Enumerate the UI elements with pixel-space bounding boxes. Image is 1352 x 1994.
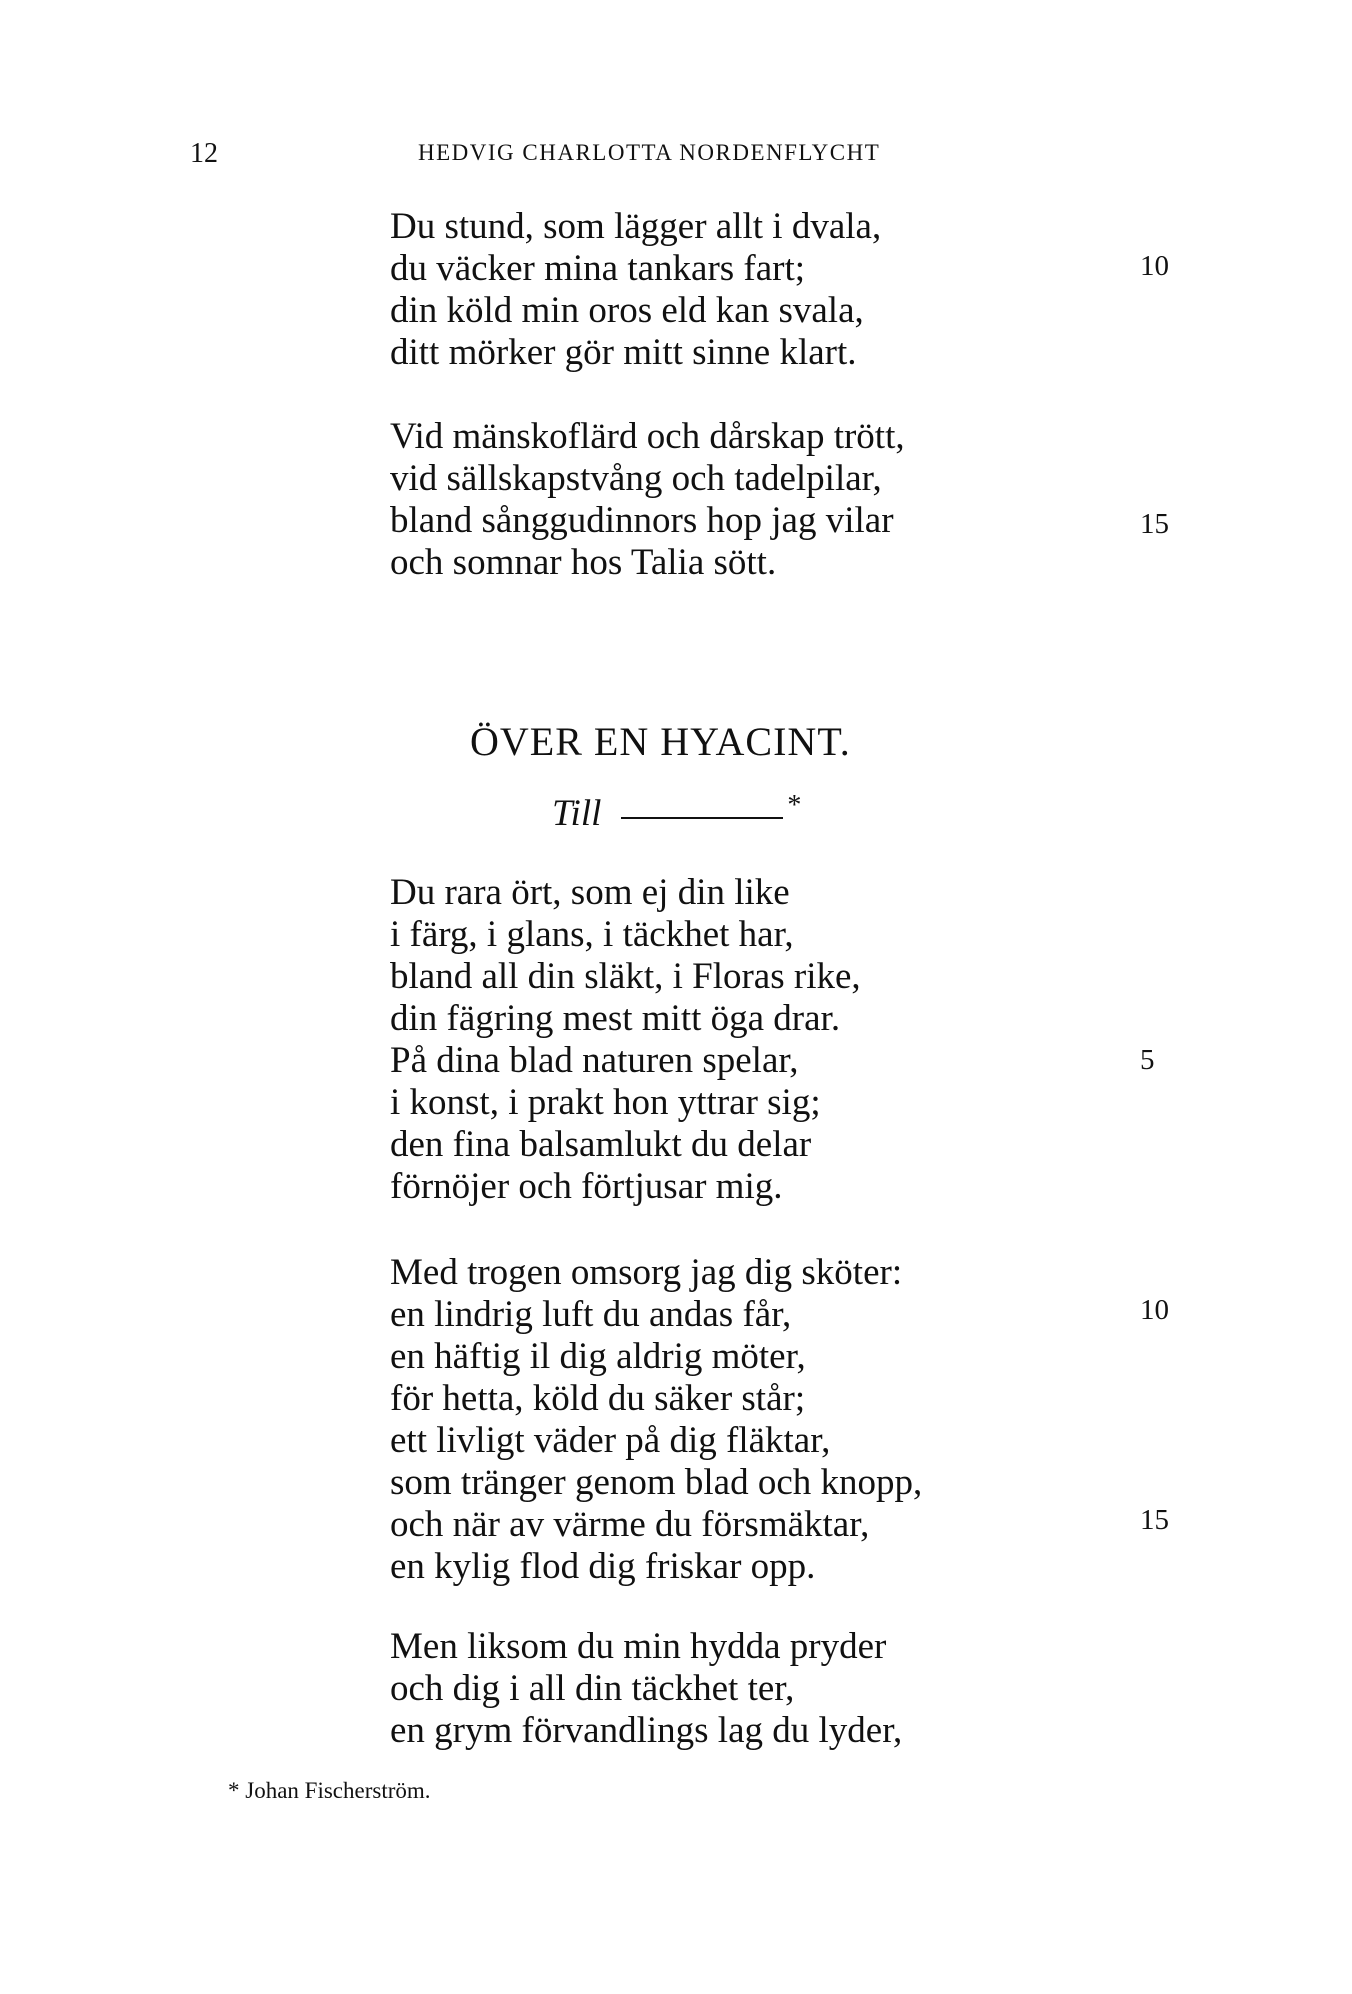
poem-line: i färg, i glans, i täckhet har, (390, 914, 794, 955)
poem-title: ÖVER EN HYACINT. (470, 719, 851, 764)
poem-line: Med trogen omsorg jag dig sköter: (390, 1252, 903, 1293)
stanza-2 (390, 416, 1010, 584)
poem-line: Du stund, som lägger allt i dvala, (390, 206, 882, 247)
poem-line: du väcker mina tankars fart; (390, 248, 806, 289)
poem-line: en lindrig luft du andas får, (390, 1294, 792, 1335)
poem-line: ditt mörker gör mitt sinne klart. (390, 332, 857, 373)
stanza-4 (390, 1252, 1010, 1588)
poem-line: ett livligt väder på dig fläktar, (390, 1420, 831, 1461)
poem-line: Vid mänskoflärd och dårskap trött, (390, 416, 905, 457)
poem-line: för hetta, köld du säker står; (390, 1378, 806, 1419)
footnote: * Johan Fischerström. (228, 1778, 431, 1803)
footnote-mark: * (787, 789, 802, 821)
poem-line: den fina balsamlukt du delar (390, 1124, 812, 1165)
dedication-dash (621, 817, 783, 819)
poem-line: Du rara ört, som ej din like (390, 872, 790, 913)
running-head: HEDVIG CHARLOTTA NORDENFLYCHT (418, 140, 881, 165)
poem-line: och somnar hos Talia sött. (390, 542, 777, 583)
poem-line: en häftig il dig aldrig möter, (390, 1336, 806, 1377)
poem-line: På dina blad naturen spelar, (390, 1040, 799, 1081)
stanza-1 (390, 206, 1010, 374)
poem-line: och när av värme du försmäktar, (390, 1504, 870, 1545)
poem-line: bland all din släkt, i Floras rike, (390, 956, 861, 997)
stanza-5 (390, 1626, 1010, 1752)
dedication (552, 789, 802, 835)
poem-line: din köld min oros eld kan svala, (390, 290, 864, 331)
page-number: 12 (190, 138, 218, 169)
poem-line: din fägring mest mitt öga drar. (390, 998, 841, 1039)
dedication-prefix: Till (552, 793, 602, 834)
line-number: 10 (1140, 1294, 1169, 1326)
line-number: 15 (1140, 1504, 1169, 1536)
poem-line: Men liksom du min hydda pryder (390, 1626, 887, 1667)
poem-line: och dig i all din täckhet ter, (390, 1668, 795, 1709)
poem-line: en kylig flod dig friskar opp. (390, 1546, 816, 1587)
line-number: 15 (1140, 508, 1169, 540)
poem-line: förnöjer och förtjusar mig. (390, 1166, 783, 1207)
poem-line: i konst, i prakt hon yttrar sig; (390, 1082, 821, 1123)
poem-line: som tränger genom blad och knopp, (390, 1462, 923, 1503)
line-number: 5 (1140, 1044, 1155, 1076)
line-number: 10 (1140, 250, 1169, 282)
poem-line: vid sällskapstvång och tadelpilar, (390, 458, 882, 499)
poem-line: en grym förvandlings lag du lyder, (390, 1710, 903, 1751)
poem-line: bland sånggudinnors hop jag vilar (390, 500, 894, 541)
stanza-3 (390, 872, 1010, 1208)
